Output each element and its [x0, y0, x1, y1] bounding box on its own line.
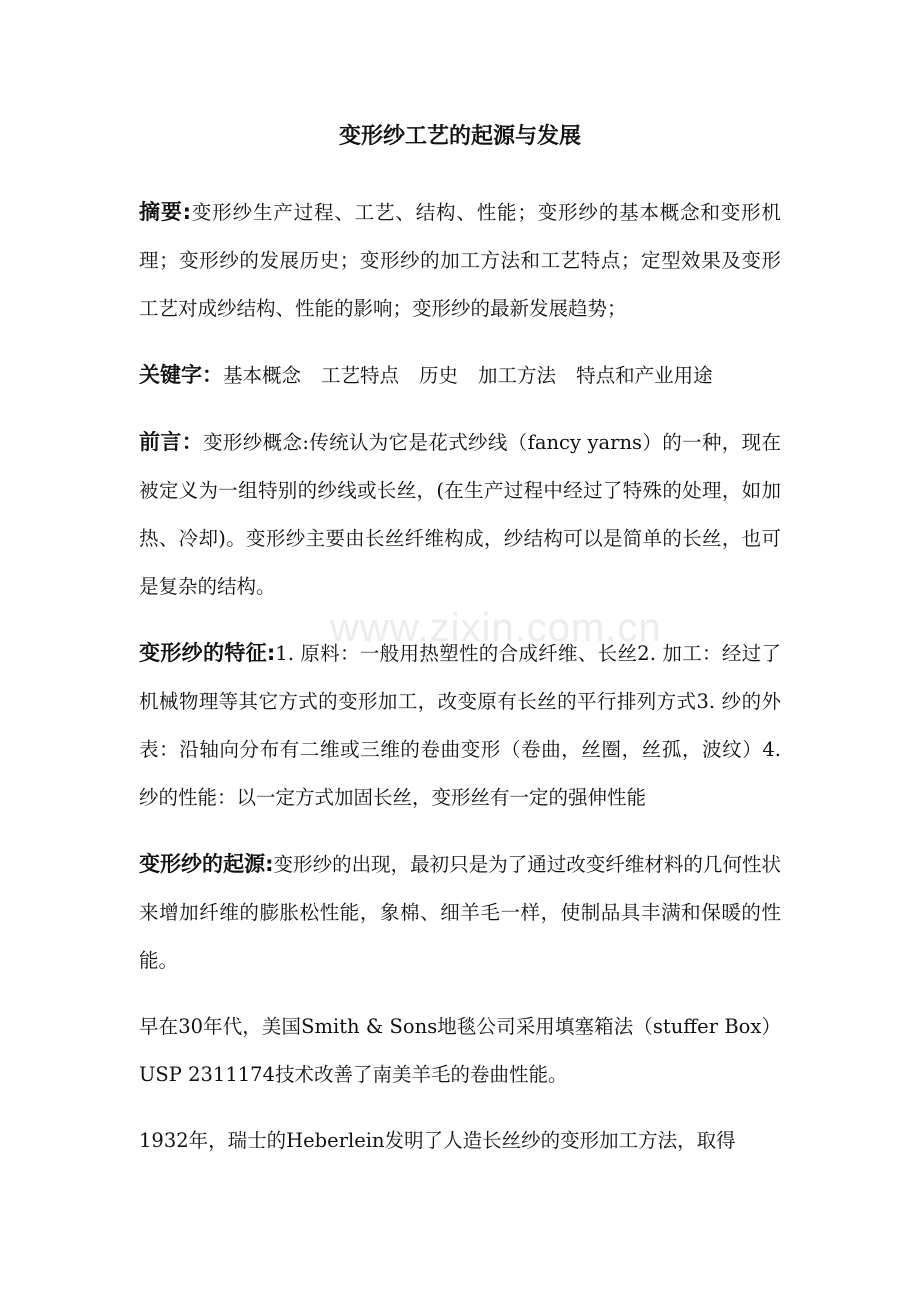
abstract-label: 摘要:: [139, 200, 192, 224]
keyword-item: 加工方法: [478, 364, 557, 387]
keyword-item: 工艺特点: [321, 364, 400, 387]
features-label: 变形纱的特征:: [139, 641, 276, 665]
preface-paragraph: [139, 418, 781, 611]
abstract-text: 变形纱生产过程、工艺、结构、性能；变形纱的基本概念和变形机理；变形纱的发展历史；变形纱的加工方法和工艺特点；定型效果及变形工艺对成纱结构、性能的影响；变形纱的最新发展趋势；: [139, 201, 781, 320]
watermark: www.zixin.com.cn: [330, 606, 662, 650]
document-title: 变形纱工艺的起源与发展: [338, 124, 581, 149]
origin-text: 变形纱的出现，最初只是为了通过改变纤维材料的几何性状来增加纤维的膨胀松性能，象棉、细羊毛一样，使制品具丰满和保暖的性能。: [139, 853, 781, 972]
abstract-paragraph: [139, 188, 781, 333]
keyword-item: 特点和产业用途: [576, 364, 713, 387]
preface-label: 前言：: [139, 430, 204, 454]
document-body: [139, 118, 781, 1183]
origin-label: 变形纱的起源:: [139, 852, 274, 876]
origin-paragraph: [139, 840, 781, 985]
keyword-item: 基本概念: [223, 364, 302, 387]
features-text: 1. 原料：一般用热塑性的合成纤维、长丝2. 加工：经过了机械物理等其它方式的变形加工，改变原有长丝的平行排列方式3. 纱的外表：沿轴向分布有二维或三维的卷曲变形（卷曲，丝圈，丝孤，波纹）4. 纱的性能：以一定方式加固长丝，变形丝有一定的强伸性能: [139, 642, 781, 809]
features-paragraph: [139, 629, 781, 822]
keywords-label: 关键字：: [139, 363, 223, 387]
history-paragraph-1932: 1932年，瑞士的Heberlein发明了人造长丝纱的变形加工方法，取得: [139, 1129, 736, 1152]
history-paragraph-1930s: 早在30年代，美国Smith & Sons地毯公司采用填塞箱法（stuffer Box）USP 2311174技术改善了南美羊毛的卷曲性能。: [139, 1015, 781, 1086]
keywords-paragraph: [139, 351, 781, 400]
preface-text: 变形纱概念:传统认为它是花式纱线（fancy yarns）的一种，现在被定义为一组特别的纱线或长丝，(在生产过程中经过了特殊的处理，如加热、冷却)。变形纱主要由长丝纤维构成，纱结构可以是简单的长丝，也可是复杂的结构。: [139, 431, 782, 598]
keyword-item: 历史: [419, 364, 459, 387]
